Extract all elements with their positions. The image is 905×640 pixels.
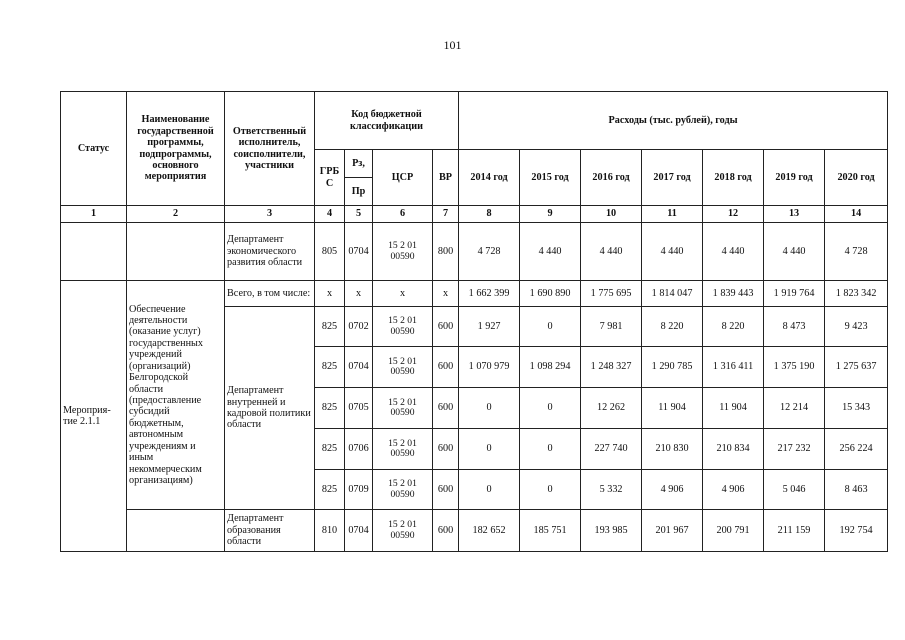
- header-year-2017: 2017 год: [642, 150, 703, 206]
- grbs-cell: 825: [315, 429, 345, 470]
- value-cell: 4 440: [520, 223, 581, 281]
- value-cell: 0: [459, 470, 520, 510]
- header-year-2016: 2016 год: [581, 150, 642, 206]
- name-cell-empty: [127, 510, 225, 552]
- header-rz: Рз,: [345, 150, 373, 178]
- executor-cell: Всего, в том числе:: [225, 281, 315, 307]
- column-number: 9: [520, 206, 581, 223]
- value-cell: 1 275 637: [825, 347, 888, 388]
- table-row: [61, 510, 888, 552]
- vr-cell: 600: [433, 388, 459, 429]
- header-pr: Пр: [345, 178, 373, 206]
- column-number: 2: [127, 206, 225, 223]
- value-cell: 200 791: [703, 510, 764, 552]
- vr-cell: 600: [433, 510, 459, 552]
- value-cell: 4 440: [581, 223, 642, 281]
- column-number: 7: [433, 206, 459, 223]
- executor-cell: Департамент образования области: [225, 510, 315, 552]
- header-year-2018: 2018 год: [703, 150, 764, 206]
- value-cell: 0: [520, 470, 581, 510]
- grbs-cell: х: [315, 281, 345, 307]
- csr-cell: х: [373, 281, 433, 307]
- value-cell: 4 440: [642, 223, 703, 281]
- vr-cell: х: [433, 281, 459, 307]
- value-cell: 11 904: [642, 388, 703, 429]
- value-cell: 211 159: [764, 510, 825, 552]
- grbs-cell: 825: [315, 307, 345, 347]
- vr-cell: 600: [433, 429, 459, 470]
- csr-cell: 15 2 01 00590: [373, 470, 433, 510]
- vr-cell: 600: [433, 307, 459, 347]
- grbs-cell: 825: [315, 347, 345, 388]
- value-cell: 4 728: [459, 223, 520, 281]
- header-name: Наименование государственной программы, подпрограммы, основного мероприятия: [127, 92, 225, 206]
- value-cell: 4 728: [825, 223, 888, 281]
- value-cell: 1 690 890: [520, 281, 581, 307]
- column-number: 5: [345, 206, 373, 223]
- value-cell: 0: [520, 388, 581, 429]
- header-expenses: Расходы (тыс. рублей), годы: [459, 92, 888, 150]
- csr-cell: 15 2 01 00590: [373, 347, 433, 388]
- rzpr-cell: 0705: [345, 388, 373, 429]
- column-numbers-row: [61, 206, 888, 223]
- value-cell: 4 906: [642, 470, 703, 510]
- value-cell: 5 046: [764, 470, 825, 510]
- csr-cell: 15 2 01 00590: [373, 223, 433, 281]
- value-cell: 0: [459, 429, 520, 470]
- value-cell: 1 290 785: [642, 347, 703, 388]
- status-cell-empty: [61, 223, 127, 281]
- header-csr: ЦСР: [373, 150, 433, 206]
- rzpr-cell: 0706: [345, 429, 373, 470]
- column-number: 1: [61, 206, 127, 223]
- rzpr-cell: 0704: [345, 510, 373, 552]
- value-cell: 1 823 342: [825, 281, 888, 307]
- rzpr-cell: 0709: [345, 470, 373, 510]
- value-cell: 256 224: [825, 429, 888, 470]
- grbs-cell: 810: [315, 510, 345, 552]
- value-cell: 1 662 399: [459, 281, 520, 307]
- column-number: 6: [373, 206, 433, 223]
- value-cell: 201 967: [642, 510, 703, 552]
- value-cell: 217 232: [764, 429, 825, 470]
- csr-cell: 15 2 01 00590: [373, 388, 433, 429]
- table-row: [61, 281, 888, 307]
- value-cell: 1 098 294: [520, 347, 581, 388]
- measure-status: Мероприя-тие 2.1.1: [61, 281, 127, 552]
- budget-table: [60, 91, 888, 552]
- page-number: 101: [443, 38, 462, 52]
- value-cell: 1 927: [459, 307, 520, 347]
- name-cell-empty: [127, 223, 225, 281]
- value-cell: 4 440: [764, 223, 825, 281]
- value-cell: 1 919 764: [764, 281, 825, 307]
- header-year-2020: 2020 год: [825, 150, 888, 206]
- measure-name: Обеспечение деятельности (оказание услуг) государственных учреждений (организаций) Белгородской области (предоставление субсидий бюджетным, автономным учреждениям и иным некоммерческим организациям): [127, 281, 225, 510]
- rzpr-cell: 0704: [345, 223, 373, 281]
- value-cell: 11 904: [703, 388, 764, 429]
- rzpr-cell: 0704: [345, 347, 373, 388]
- column-number: 14: [825, 206, 888, 223]
- value-cell: 210 830: [642, 429, 703, 470]
- vr-cell: 800: [433, 223, 459, 281]
- value-cell: 7 981: [581, 307, 642, 347]
- csr-cell: 15 2 01 00590: [373, 307, 433, 347]
- value-cell: 1 248 327: [581, 347, 642, 388]
- value-cell: 193 985: [581, 510, 642, 552]
- value-cell: 1 814 047: [642, 281, 703, 307]
- value-cell: 185 751: [520, 510, 581, 552]
- rzpr-cell: 0702: [345, 307, 373, 347]
- csr-cell: 15 2 01 00590: [373, 510, 433, 552]
- header-budget-code: Код бюджетной классификации: [315, 92, 459, 150]
- value-cell: 192 754: [825, 510, 888, 552]
- value-cell: 1 375 190: [764, 347, 825, 388]
- header-executor: Ответственный исполнитель, соисполнители, участники: [225, 92, 315, 206]
- value-cell: 8 463: [825, 470, 888, 510]
- column-number: 3: [225, 206, 315, 223]
- grbs-cell: 825: [315, 388, 345, 429]
- value-cell: 8 220: [642, 307, 703, 347]
- header-year-2015: 2015 год: [520, 150, 581, 206]
- column-number: 4: [315, 206, 345, 223]
- value-cell: 12 262: [581, 388, 642, 429]
- column-number: 12: [703, 206, 764, 223]
- table-row: [61, 223, 888, 281]
- vr-cell: 600: [433, 347, 459, 388]
- grbs-cell: 825: [315, 470, 345, 510]
- grbs-cell: 805: [315, 223, 345, 281]
- header-year-2019: 2019 год: [764, 150, 825, 206]
- value-cell: 182 652: [459, 510, 520, 552]
- value-cell: 1 839 443: [703, 281, 764, 307]
- value-cell: 210 834: [703, 429, 764, 470]
- value-cell: 4 906: [703, 470, 764, 510]
- value-cell: 0: [520, 429, 581, 470]
- value-cell: 0: [520, 307, 581, 347]
- value-cell: 1 070 979: [459, 347, 520, 388]
- value-cell: 0: [459, 388, 520, 429]
- rzpr-cell: х: [345, 281, 373, 307]
- value-cell: 12 214: [764, 388, 825, 429]
- executor-cell: Департамент экономического развития области: [225, 223, 315, 281]
- header-row-1: [61, 92, 888, 150]
- value-cell: 1 775 695: [581, 281, 642, 307]
- column-number: 10: [581, 206, 642, 223]
- value-cell: 5 332: [581, 470, 642, 510]
- value-cell: 8 473: [764, 307, 825, 347]
- csr-cell: 15 2 01 00590: [373, 429, 433, 470]
- column-number: 13: [764, 206, 825, 223]
- value-cell: 1 316 411: [703, 347, 764, 388]
- value-cell: 4 440: [703, 223, 764, 281]
- header-year-2014: 2014 год: [459, 150, 520, 206]
- value-cell: 15 343: [825, 388, 888, 429]
- column-number: 11: [642, 206, 703, 223]
- value-cell: 9 423: [825, 307, 888, 347]
- vr-cell: 600: [433, 470, 459, 510]
- value-cell: 8 220: [703, 307, 764, 347]
- header-vr: ВР: [433, 150, 459, 206]
- column-number: 8: [459, 206, 520, 223]
- value-cell: 227 740: [581, 429, 642, 470]
- header-grbs: ГРБ С: [315, 150, 345, 206]
- header-status: Статус: [61, 92, 127, 206]
- executor-cell: Департамент внутренней и кадровой политики области: [225, 307, 315, 510]
